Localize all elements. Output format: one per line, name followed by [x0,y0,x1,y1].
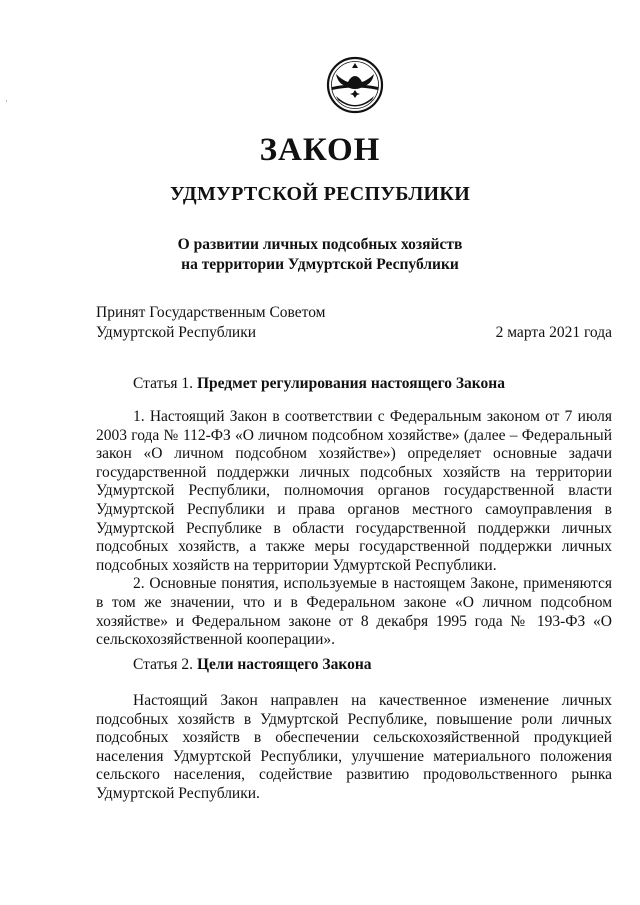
article-1-heading [133,375,505,393]
article-paragraph: 1. Настоящий Закон в соответствии с Федеральным законом от 7 июля 2003 года № 112-ФЗ «О личном подсобном хозяйстве» (далее – Федеральный закон «О личном подсобном хозяйстве») определяет основные задачи государственной поддержки личных подсобных хозяйств на территории Удмуртской Республики, полномочия органов государственной власти Удмуртской Республики и права органов местного самоуправления в Удмуртской Республике в области государственной поддержки личных подсобных хозяйств, а также меры государственной поддержки личных подсобных хозяйств на территории Удмуртской Республики. [96,408,612,574]
adoption-date: 2 марта 2021 года [495,324,612,341]
scan-mark [6,100,7,102]
document-title: ЗАКОН [259,132,381,168]
article-paragraph: Настоящий Закон направлен на качественное изменение личных подсобных хозяйств в Удмуртской Республике, повышение роли личных подсобных хозяйств в обеспечении сельскохозяйственной продукцией населения Удмуртской Республики, улучшение материального положения сельского населения, содействие развитию продовольственного рынка Удмуртской Республики. [96,692,612,802]
article-paragraph: 2. Основные понятия, используемые в настоящем Законе, применяются в том же значении, что и в Федеральном законе «О личном подсобном хозяйстве» и Федеральном законе от 8 декабря 1995 года № 193-ФЗ «О сельскохозяйственной кооперации». [96,575,612,649]
article-1-body [96,408,612,650]
law-name-line: на территории Удмуртской Республики [181,256,459,273]
article-2-heading [133,656,372,674]
coat-of-arms-emblem [326,56,384,114]
article-2-body [96,692,612,804]
adopted-by-line: Принят Государственным Советом [96,304,326,321]
adoption-block [96,303,612,343]
adopted-by-line: Удмуртской Республики [96,324,257,341]
article-number: Статья 1. [133,375,194,392]
article-title: Предмет регулирования настоящего Закона [196,375,505,392]
law-name-line: О развитии личных подсобных хозяйств [177,236,463,253]
document-subtitle: УДМУРТСКОЙ РЕСПУБЛИКИ [169,183,471,205]
article-number: Статья 2. [133,656,194,673]
article-title: Цели настоящего Закона [196,656,372,673]
law-name [0,235,640,275]
